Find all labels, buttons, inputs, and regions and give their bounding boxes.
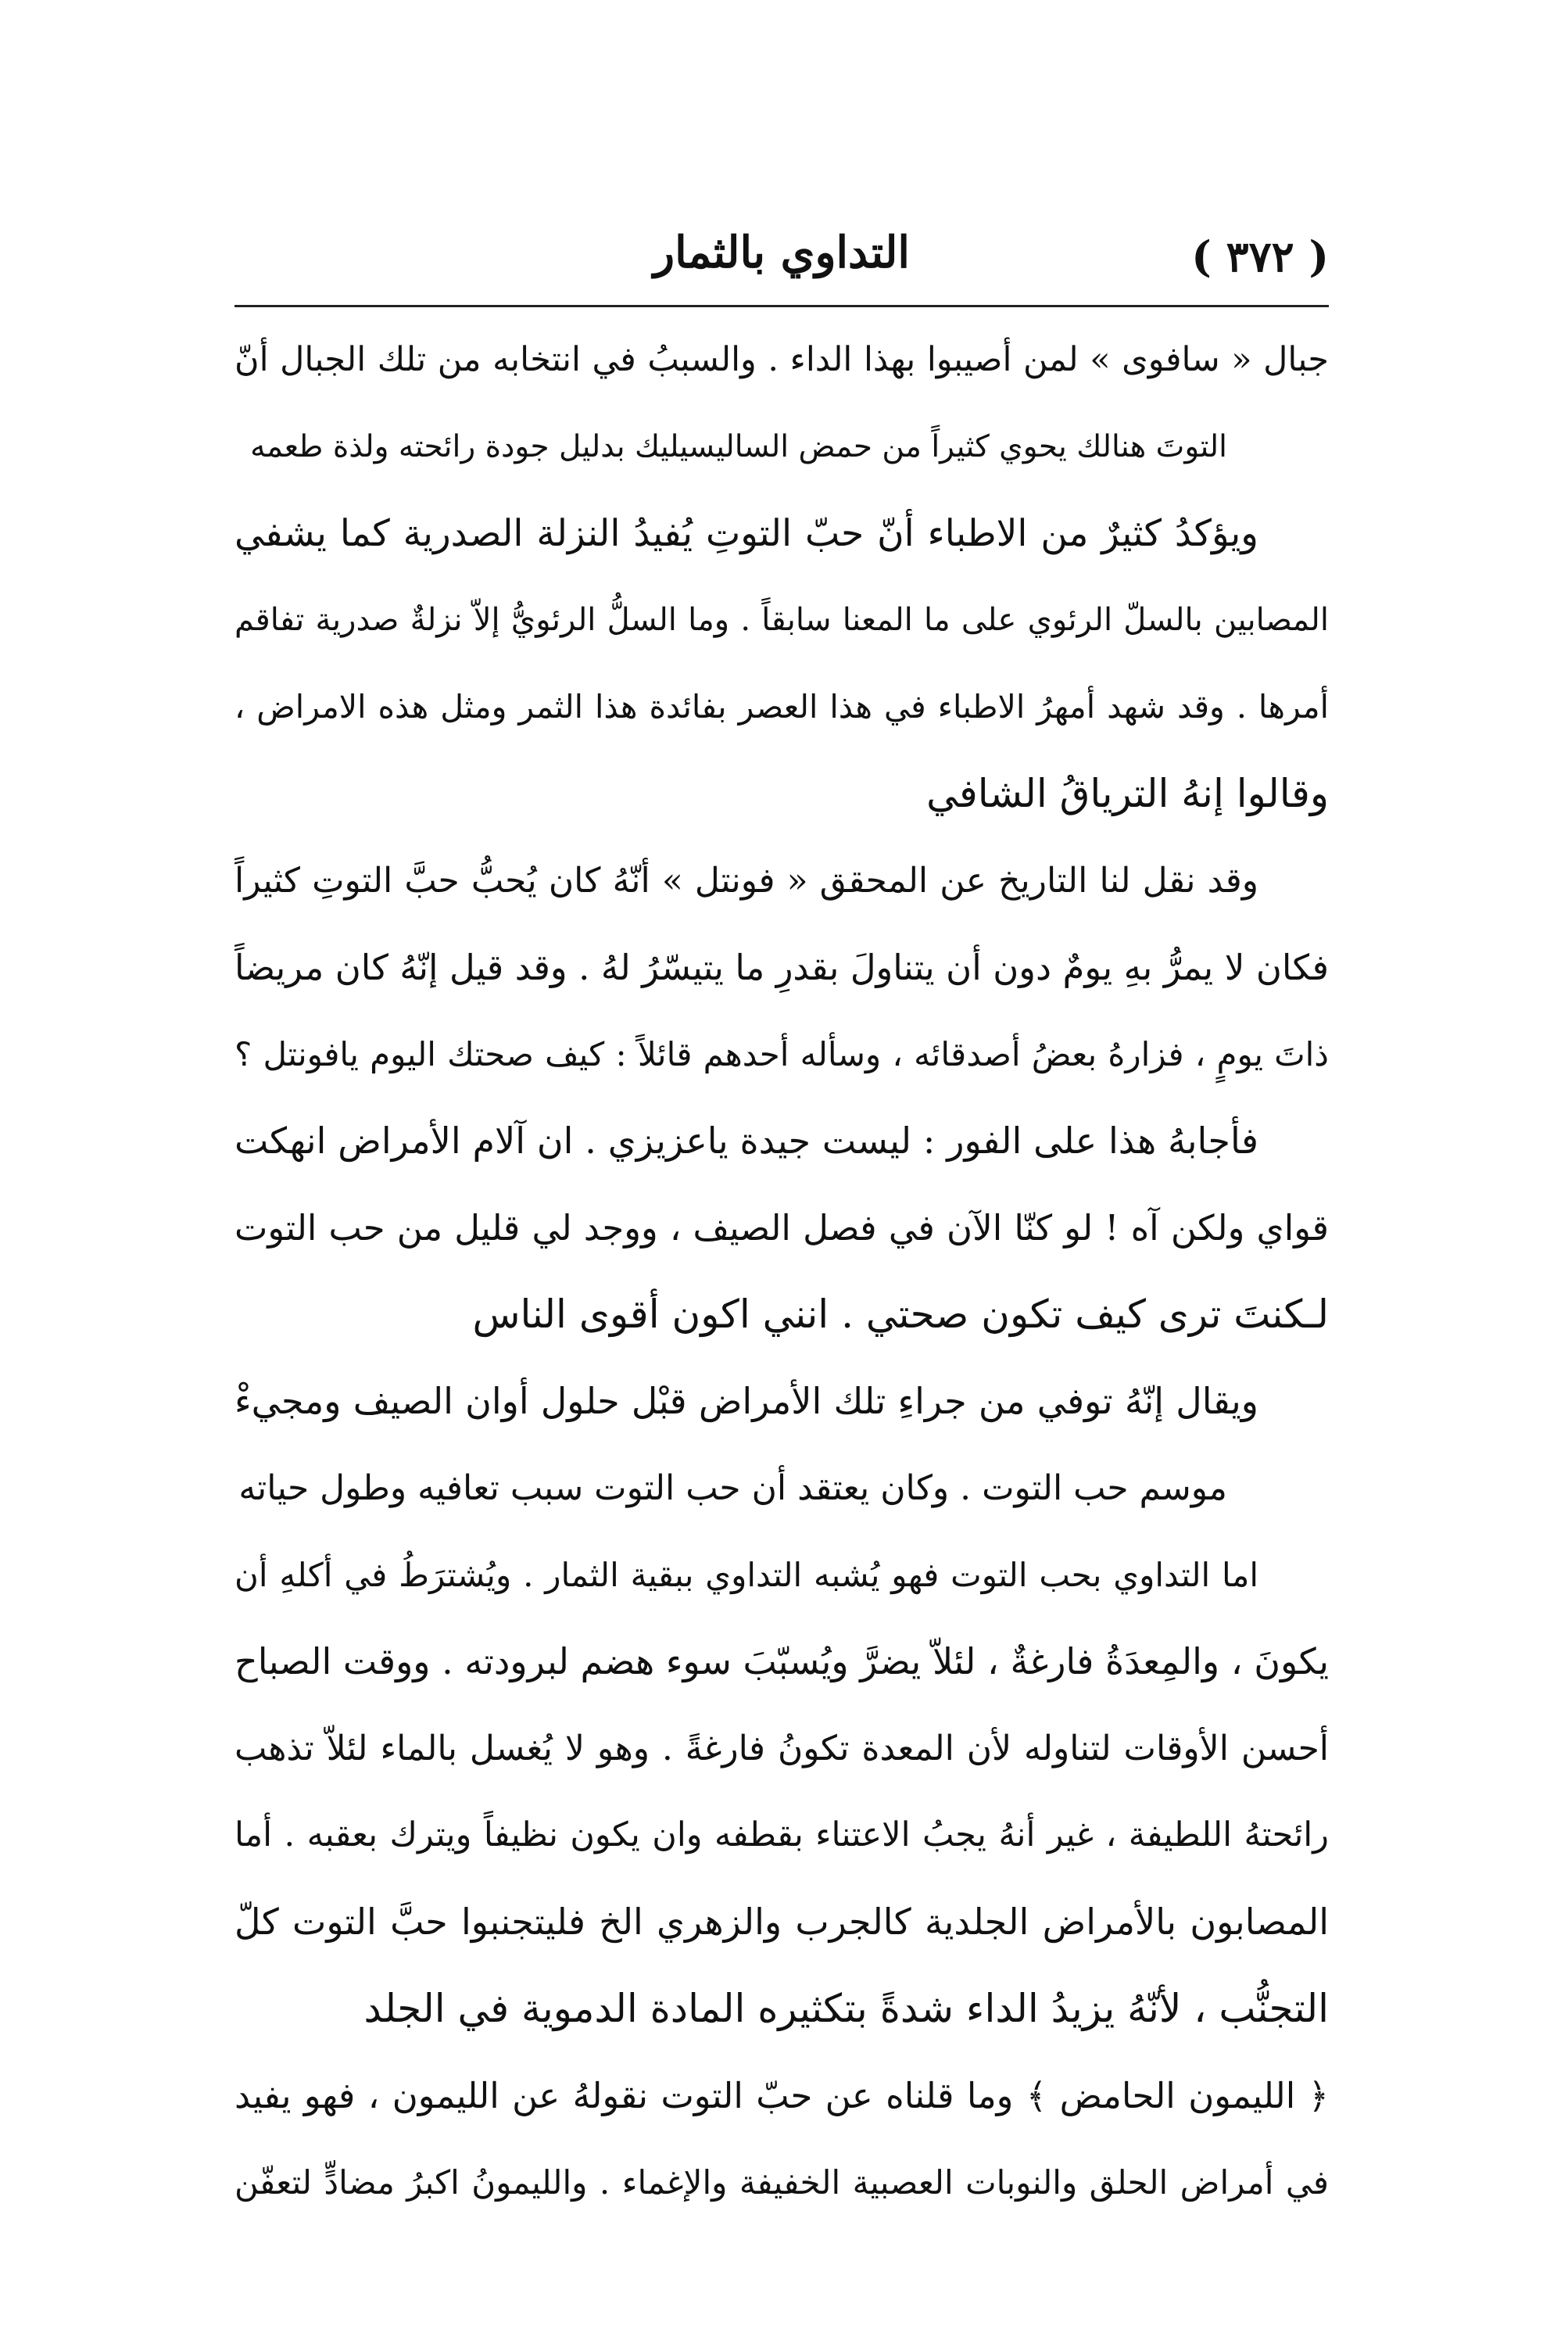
text-line: المصابون بالأمراض الجلدية كالجرب والزهري الخ فليتجنبوا حبَّ التوت كلّ — [234, 1901, 1329, 1943]
text-line: جبال « سافوى » لمن أصيبوا بهذا الداء . والسببُ في انتخابه من تلك الجبال أنّ — [234, 340, 1329, 379]
text-line: أمرها . وقد شهد أمهرُ الاطباء في هذا العصر بفائدة هذا الثمر ومثل هذه الامراض ، — [234, 688, 1329, 726]
text-line: في أمراض الحلق والنوبات العصبية الخفيفة والإغماء . والليمونُ اكبرُ مضادٍّ لتعفّن — [234, 2163, 1329, 2202]
body-text — [234, 317, 1329, 2226]
text-line: يكونَ ، والمِعدَةُ فارغةٌ ، لئلاّ يضرَّ ويُسبّبَ سوء هضم لبرودته . ووقت الصباح — [234, 1640, 1329, 1682]
page-header — [234, 227, 1329, 307]
text-line: ذاتَ يومٍ ، فزارهُ بعضُ أصدقائه ، وسأله أحدهم قائلاً : كيف صحتك اليوم يافونتل ؟ — [234, 1035, 1329, 1073]
text-line: التجنُّب ، لأنّهُ يزيدُ الداء شدةً بتكثيره المادة الدموية في الجلد — [363, 1986, 1329, 2031]
text-line: اما التداوي بحب التوت فهو يُشبه التداوي ببقية الثمار . ويُشترَطُ في أكلهِ أن — [234, 1556, 1258, 1594]
text-line: قواي ولكن آه ! لو كنّا الآن في فصل الصيف ، ووجد لي قليل من حب التوت — [234, 1207, 1329, 1249]
text-line: موسم حب التوت . وكان يعتقد أن حب التوت سبب تعافيه وطول حياته — [238, 1468, 1227, 1508]
book-page — [234, 227, 1329, 2226]
text-line: المصابين بالسلّ الرئوي على ما المعنا سابقاً . وما السلُّ الرئويُّ إلاّ نزلةٌ صدرية تفاقم — [234, 602, 1329, 638]
text-line: ويقال إنّهُ توفي من جراءِ تلك الأمراض قبْل حلول أوان الصيف ومجيءْ — [234, 1380, 1258, 1422]
text-line: ﴿ الليمون الحامض ﴾ وما قلناه عن حبّ التوت نقولهُ عن الليمون ، فهو يفيد — [234, 2075, 1329, 2116]
text-line: أحسن الأوقات لتناوله لأن المعدة تكونُ فارغةً . وهو لا يُغسل بالماء لئلاّ تذهب — [234, 1729, 1329, 1768]
text-line: فأجابهُ هذا على الفور : ليست جيدة ياعزيزي . ان آلام الأمراض انهكت — [234, 1120, 1258, 1162]
text-line: التوتَ هنالك يحوي كثيراً من حمض الساليسيليك بدليل جودة رائحته ولذة طعمه — [250, 429, 1227, 464]
text-line: وقالوا إنهُ الترياقُ الشافي — [926, 771, 1329, 816]
text-line: لـكنتَ ترى كيف تكون صحتي . انني اكون أقوى الناس — [472, 1292, 1329, 1337]
running-title: التداوي بالثمار — [653, 227, 910, 278]
text-line: ويؤكدُ كثيرٌ من الاطباء أنّ حبّ التوتِ يُفيدُ النزلة الصدرية كما يشفي — [234, 512, 1258, 555]
page-number: ( ٣٧٢ ) — [1191, 231, 1329, 281]
text-line: رائحتهُ اللطيفة ، غير أنهُ يجبُ الاعتناء بقطفه وان يكون نظيفاً ويترك بعقبه . أما — [234, 1815, 1329, 1854]
text-line: وقد نقل لنا التاريخ عن المحقق « فونتل » أنّهُ كان يُحبُّ حبَّ التوتِ كثيراً — [234, 861, 1258, 901]
text-line: فكان لا يمرُّ بهِ يومٌ دون أن يتناولَ بقدرِ ما يتيسّرُ لهُ . وقد قيل إنّهُ كان مريضاً — [234, 947, 1329, 988]
